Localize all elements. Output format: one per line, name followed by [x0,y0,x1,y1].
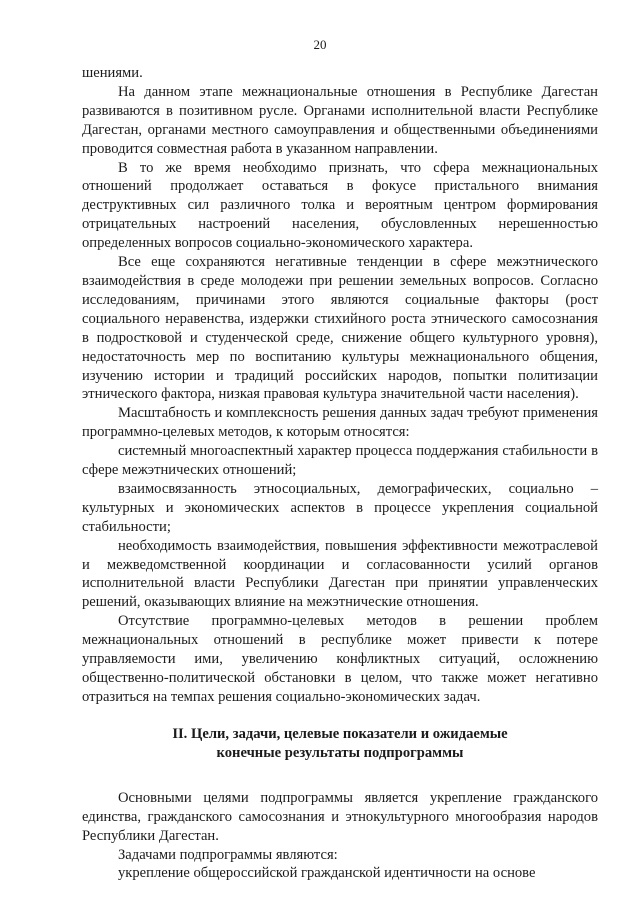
paragraph: Масштабность и комплексность решения данных задач требуют применения программно-целевых методов, к которым относятся: [82,405,598,441]
paragraph: Основными целями подпрограммы является укрепление гражданского единства, гражданского самосознания и этнокультурного многообразия народов Республики Дагестан. [82,789,598,844]
document-body [82,64,598,883]
paragraph: системный многоаспектный характер процесса поддержания стабильности в сфере межэтнических отношений; [82,443,598,479]
paragraphs-before-heading [82,64,598,707]
paragraph: шениями. [82,65,143,81]
paragraphs-after-heading [82,789,598,884]
paragraph: Задачами подпрограммы являются: [118,846,338,863]
section-heading-line-2: конечные результаты подпрограммы [216,745,464,762]
paragraph: необходимость взаимодействия, повышения эффективности межотраслевой и межведомственной координации и согласованности усилий органов исполнительной власти Республики Дагестан при принятии управленческих решений, оказывающих влияние на межэтнические отношения. [82,537,598,611]
section-heading [82,725,598,764]
section-heading-line-1: II. Цели, задачи, целевые показатели и ожидаемые [172,725,508,742]
paragraph: укрепление общероссийской гражданской идентичности на основе [118,865,536,882]
paragraph: В то же время необходимо признать, что сфера межнациональных отношений продолжает оставаться в фокусе пристального внимания деструктивных сил различного толка и вероятным центром формирования отрицательных настроений населения, обусловленных нерешенностью определенных вопросов социально-экономического характера. [82,159,598,252]
paragraph: взаимосвязанность этносоциальных, демографических, социально – культурных и экономических аспектов в процессе укрепления социальной стабильности; [82,480,598,535]
page-number: 20 [313,37,327,52]
paragraph: Отсутствие программно-целевых методов в решении проблем межнациональных отношений в республике может привести к потере управляемости ими, увеличению конфликтных ситуаций, осложнению общественно-политической обстановки в целом, что также может негативно отразиться на темпах решения социально-экономических задач. [82,613,598,705]
paragraph: На данном этапе межнациональные отношения в Республике Дагестан развиваются в позитивном русле. Органами исполнительной власти Республике Дагестан, органами местного самоуправления и общественными объединениями проводится совместная работа в указанном направлении. [82,83,598,157]
paragraph: Все еще сохраняются негативные тенденции в сфере межэтнического взаимодействия в среде молодежи при решении земельных вопросов. Согласно исследованиям, причинами этого являются социальные факторы (рост социального неравенства, издержки стихийного роста этнического самосознания в подростковой и студенческой среде, снижение общего культурного уровня), недостаточность мер по воспитанию культуры межнационального общения, изучению истории и традиций российских народов, попытки политизации этнического фактора, низкая правовая культура значительной части населения). [82,254,598,403]
